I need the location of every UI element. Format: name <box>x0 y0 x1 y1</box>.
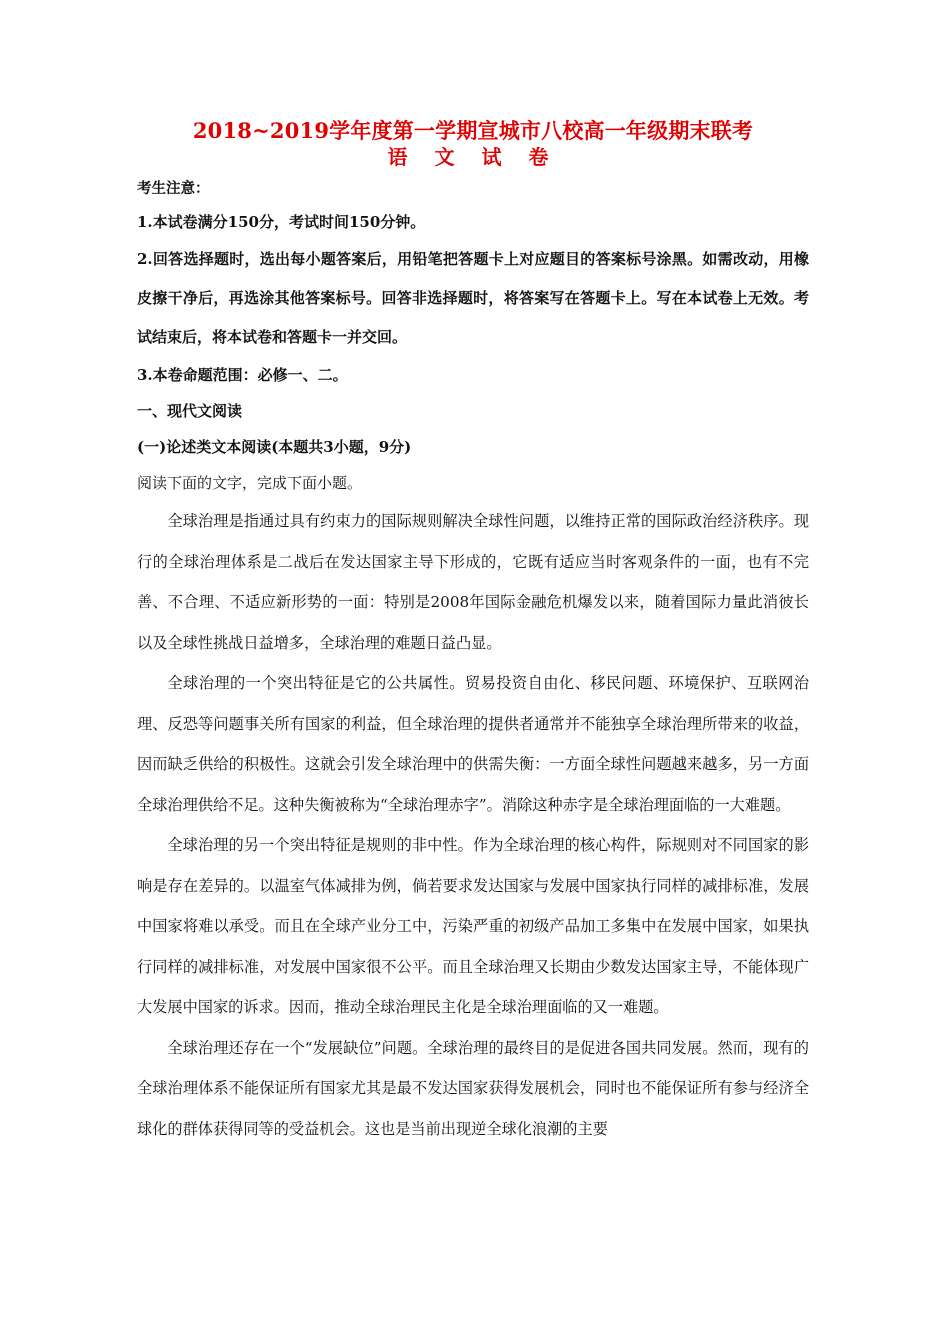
reading-instruction: 阅读下面的文字，完成下面小题。 <box>137 474 363 492</box>
passage-paragraph-3: 全球治理的另一个突出特征是规则的非中性。作为全球治理的核心构件，际规则对不同国家的影响是存在差异的。以温室气体减排为例，倘若要求发达国家与发展中国家执行同样的减排标准，发展中国家将难以承受。而且在全球产业分工中，污染严重的初级产品加工多集中在发展中国家，如果执行同样的减排标准，对发展中国家很不公平。而且全球治理又长期由少数发达国家主导，不能体现广大发展中国家的诉求。因而，推动全球治理民主化是全球治理面临的又一难题。 <box>137 836 809 1016</box>
notice-item-3: 3.本卷命题范围：必修一、二。 <box>137 366 348 384</box>
notice-item-2: 2.回答选择题时，选出每小题答案后，用铅笔把答题卡上对应题目的答案标号涂黑。如需改动，用橡皮擦干净后，再选涂其他答案标号。回答非选择题时，将答案写在答题卡上。写在本试卷上无效。考试结束后，将本试卷和答题卡一并交回。 <box>137 250 809 346</box>
exam-subtitle: 语 文 试 卷 <box>387 145 559 169</box>
notice-item-1: 1.本试卷满分150分，考试时间150分钟。 <box>137 213 426 231</box>
passage-paragraph-4: 全球治理还存在一个“发展缺位”问题。全球治理的最终目的是促进各国共同发展。然而，现有的全球治理体系不能保证所有国家尤其是最不发达国家获得发展机会，同时也不能保证所有参与经济全球化的群体获得同等的受益机会。这也是当前出现逆全球化浪潮的主要 <box>137 1038 809 1138</box>
subsection-heading: (一)论述类文本阅读(本题共3小题，9分) <box>137 438 412 456</box>
exam-title: 2018~2019学年度第一学期宣城市八校高一年级期末联考 <box>192 118 754 143</box>
passage-paragraph-2: 全球治理的一个突出特征是它的公共属性。贸易投资自由化、移民问题、环境保护、互联网治理、反恐等问题事关所有国家的利益，但全球治理的提供者通常并不能独享全球治理所带来的收益，因而缺乏供给的积极性。这就会引发全球治理中的供需失衡：一方面全球性问题越来越多，另一方面全球治理供给不足。这种失衡被称为“全球治理赤字”。消除这种赤字是全球治理面临的一大难题。 <box>137 674 809 814</box>
passage-paragraph-1: 全球治理是指通过具有约束力的国际规则解决全球性问题，以维持正常的国际政治经济秩序。现行的全球治理体系是二战后在发达国家主导下形成的，它既有适应当时客观条件的一面，也有不完善、不合理、不适应新形势的一面：特别是2008年国际金融危机爆发以来，随着国际力量此消彼长以及全球性挑战日益增多，全球治理的难题日益凸显。 <box>137 512 809 652</box>
notice-heading: 考生注意： <box>137 180 210 197</box>
section-heading: 一、现代文阅读 <box>137 402 243 420</box>
exam-content <box>137 118 809 1149</box>
